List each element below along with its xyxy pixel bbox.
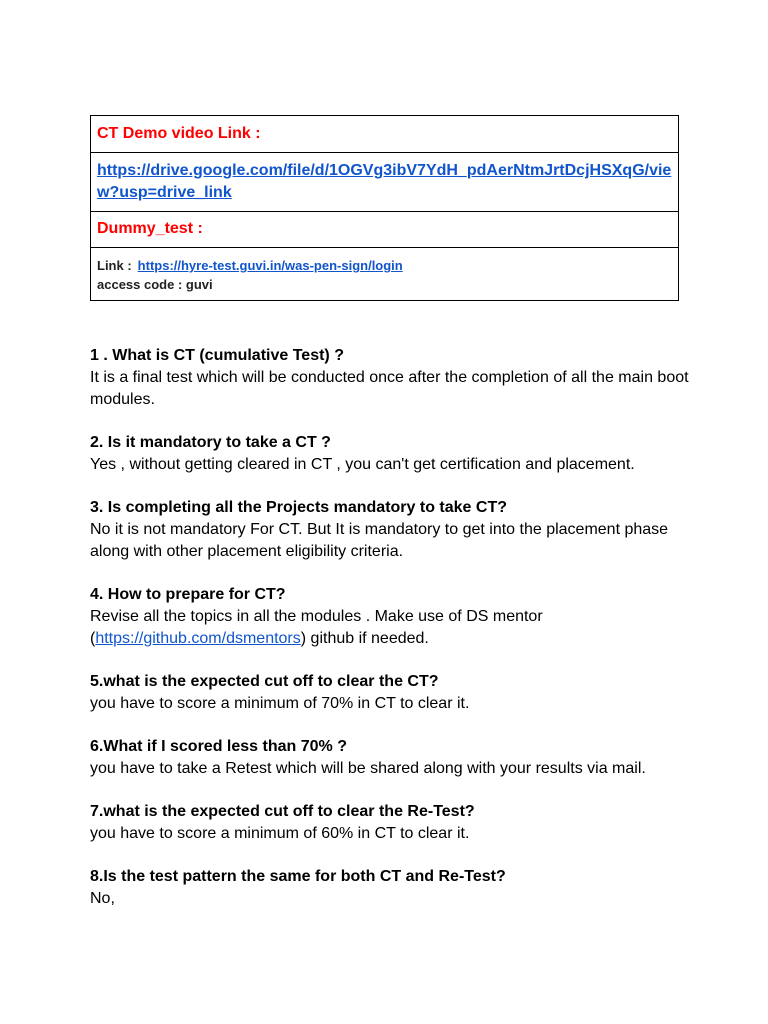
demo-label-cell	[91, 116, 678, 153]
faq-answer: you have to score a minimum of 70% in CT to clear it.	[90, 695, 470, 712]
faq-answer: No,	[90, 890, 115, 907]
faq-item	[90, 345, 690, 411]
faq-question: 8.Is the test pattern the same for both CT and Re-Test?	[90, 868, 506, 885]
faq-question: 6.What if I scored less than 70% ?	[90, 738, 347, 755]
faq-question: 3. Is completing all the Projects mandatory to take CT?	[90, 499, 507, 516]
dummy-test-link[interactable]: https://hyre-test.guvi.in/was-pen-sign/login	[137, 258, 403, 273]
dsmentors-link[interactable]: https://github.com/dsmentors	[95, 630, 301, 647]
faq-answer: you have to take a Retest which will be shared along with your results via mail.	[90, 760, 646, 777]
faq-item	[90, 736, 690, 780]
faq-question: 4. How to prepare for CT?	[90, 586, 286, 603]
faq-answer: Yes , without getting cleared in CT , you can't get certification and placement.	[90, 456, 635, 473]
faq-section	[90, 345, 690, 931]
faq-answer-text-after: ) github if needed.	[300, 630, 429, 647]
dummy-link-line	[97, 256, 672, 275]
faq-item	[90, 801, 690, 845]
dummy-detail-cell	[91, 248, 678, 300]
faq-answer: It is a final test which will be conducted once after the completion of all the main boot modules.	[90, 369, 689, 408]
faq-answer-text-before: Revise all the topics in all the modules . Make use of DS mentor (	[90, 608, 543, 647]
info-table	[90, 115, 679, 301]
dummy-test-label: Dummy_test :	[97, 220, 203, 237]
faq-question: 7.what is the expected cut off to clear the Re-Test?	[90, 803, 475, 820]
faq-item	[90, 866, 690, 910]
demo-video-label: CT Demo video Link :	[97, 125, 261, 142]
dummy-label-cell	[91, 212, 678, 248]
faq-question: 5.what is the expected cut off to clear the CT?	[90, 673, 439, 690]
demo-link-cell	[91, 153, 678, 212]
faq-question: 2. Is it mandatory to take a CT ?	[90, 434, 331, 451]
faq-item	[90, 497, 690, 563]
access-code: access code : guvi	[97, 277, 213, 292]
faq-answer: No it is not mandatory For CT. But It is mandatory to get into the placement phase along with other placement eligibility criteria.	[90, 521, 669, 560]
faq-item	[90, 671, 690, 715]
faq-item	[90, 432, 690, 476]
faq-answer	[90, 606, 690, 650]
dummy-link-label: Link :	[97, 258, 132, 273]
faq-question: 1 . What is CT (cumulative Test) ?	[90, 347, 344, 364]
faq-answer: you have to score a minimum of 60% in CT to clear it.	[90, 825, 470, 842]
faq-item	[90, 584, 690, 650]
demo-video-link[interactable]: https://drive.google.com/file/d/1OGVg3ibV7YdH_pdAerNtmJrtDcjHSXqG/view?usp=drive_link	[97, 162, 672, 201]
